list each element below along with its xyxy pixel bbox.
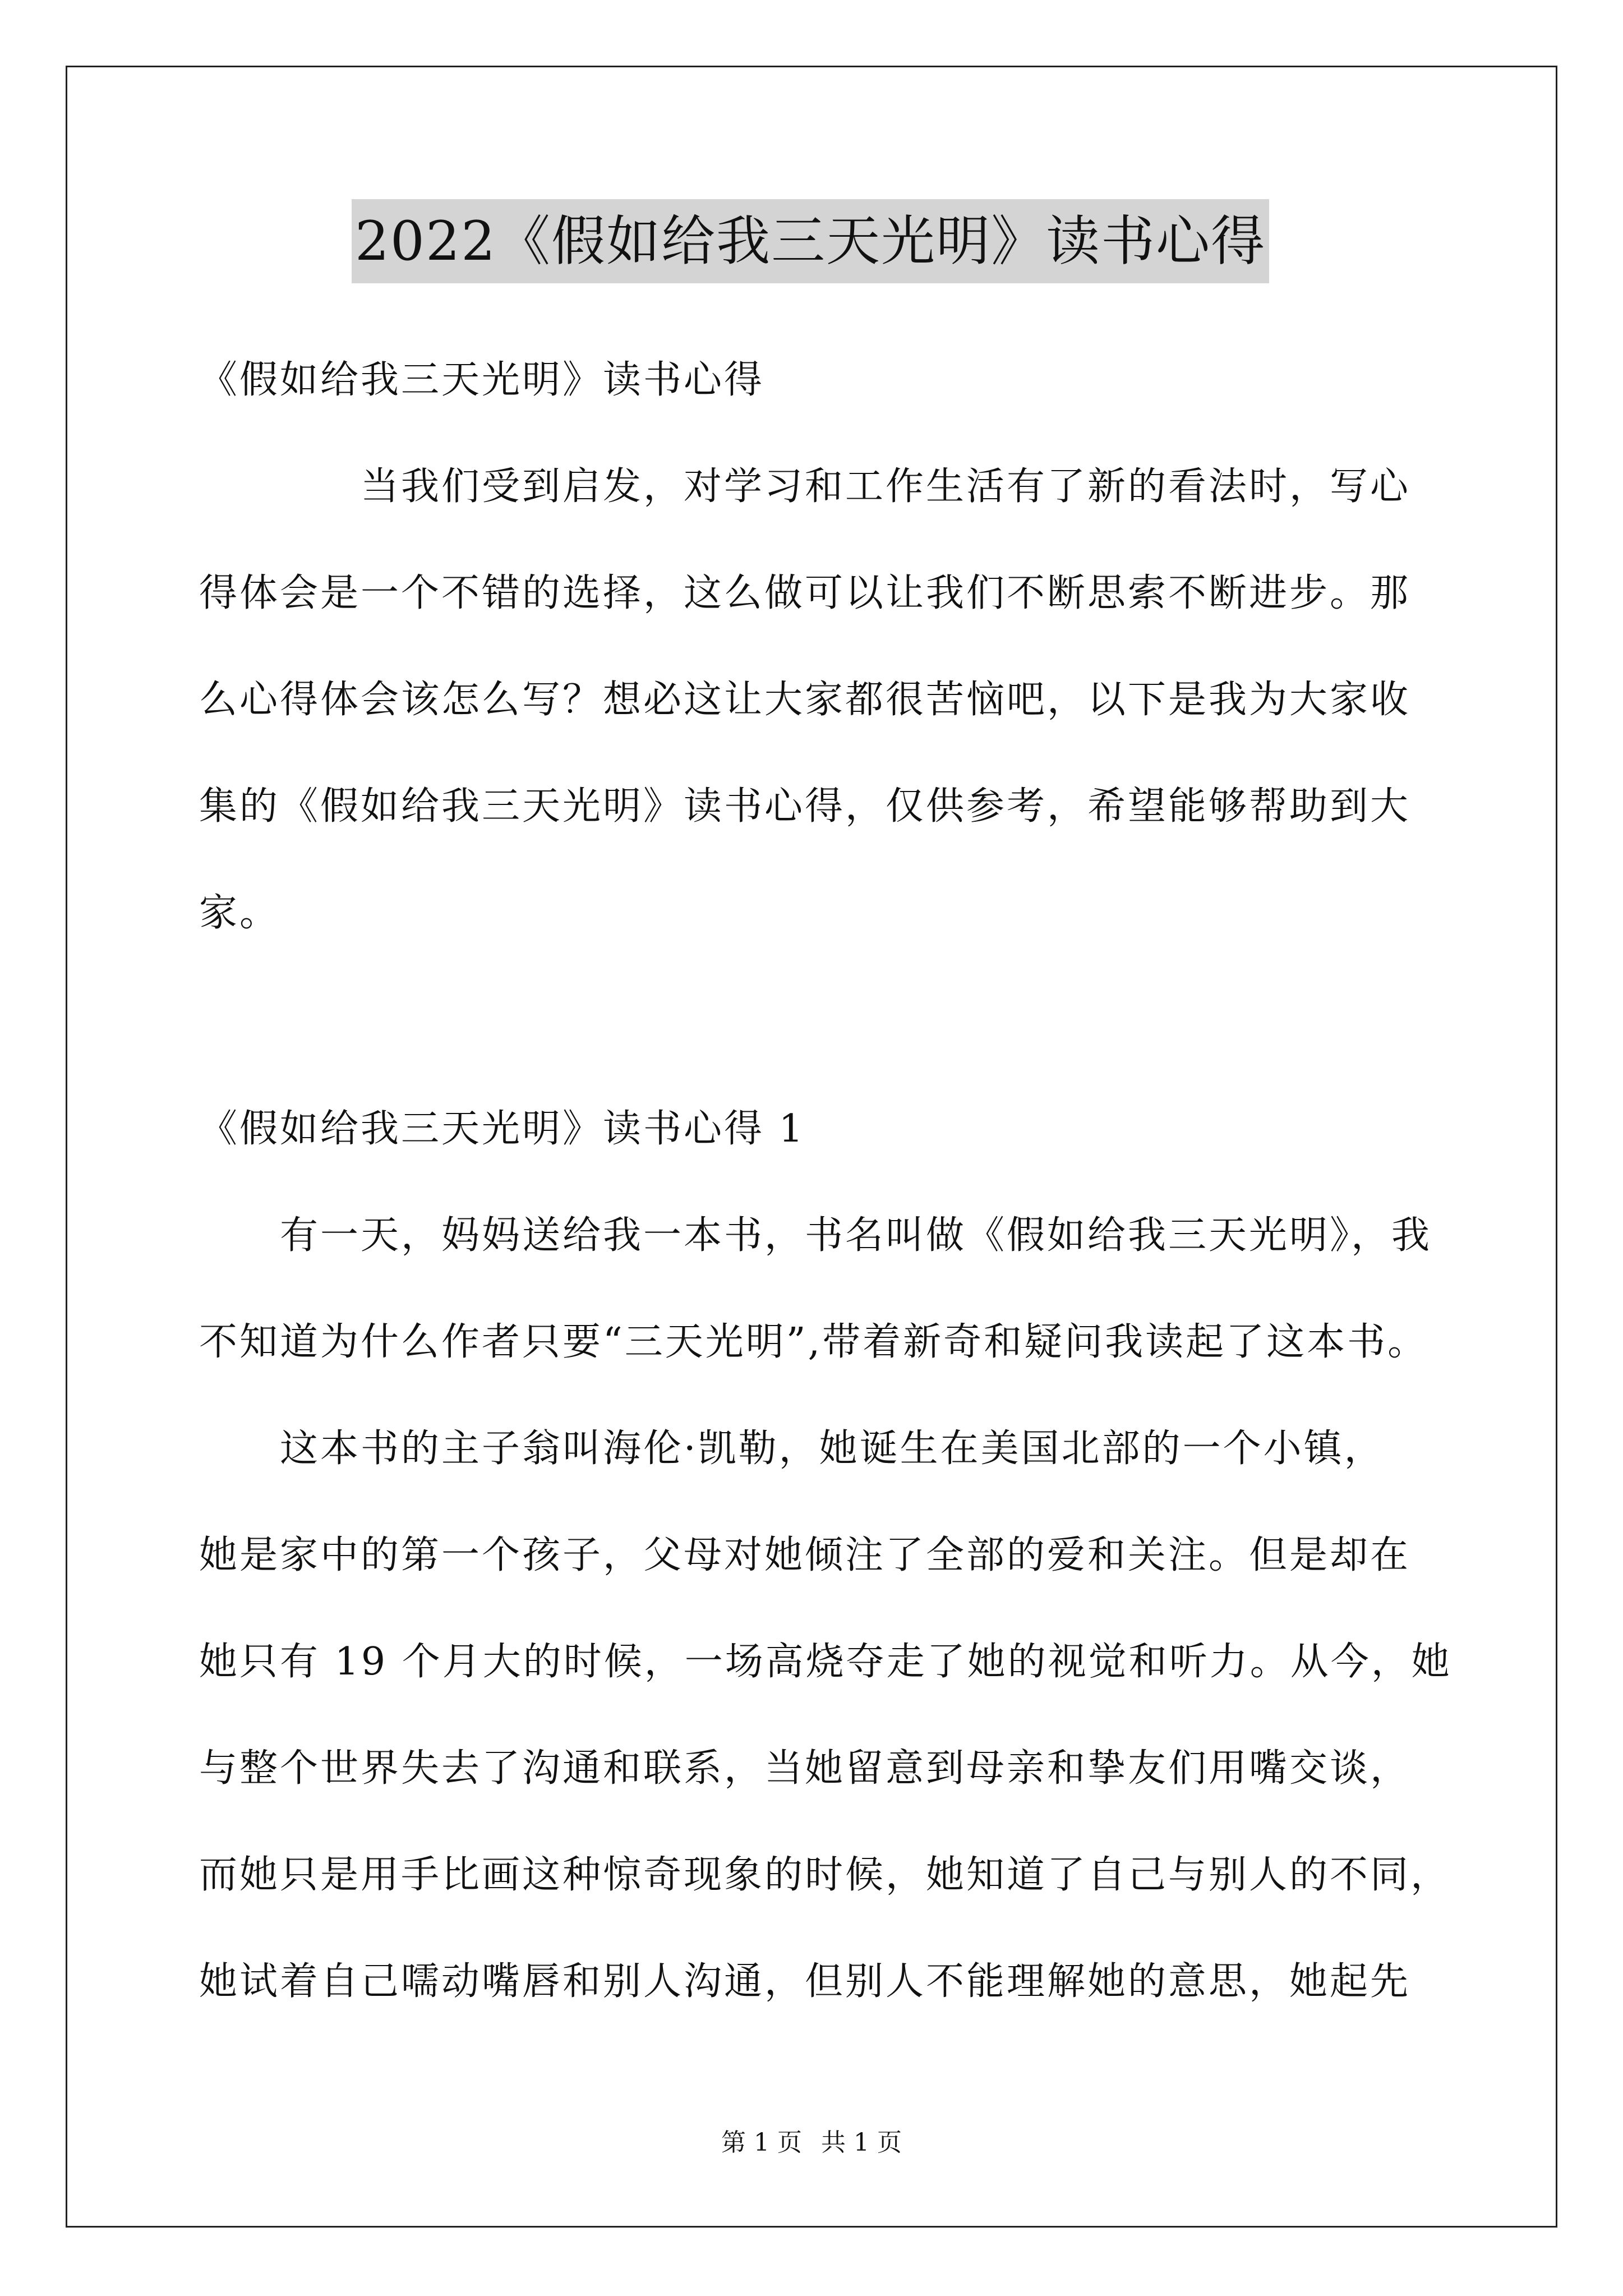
subtitle: 《假如给我三天光明》读书心得 — [199, 358, 765, 402]
document-title: 2022《假如给我三天光明》读书心得 — [352, 199, 1269, 283]
paragraph-line: 这本书的主子翁叫海伦·凯勒，她诞生在美国北部的一个小镇， — [199, 1427, 1385, 1471]
paragraph-line: 而她只是用手比画这种惊奇现象的时候，她知道了自己与别人的不同， — [199, 1853, 1451, 1897]
paragraph-line: 她只有 19 个月大的时候，一场高烧夺走了她的视觉和听力。从今，她 — [199, 1640, 1452, 1684]
paragraph-line: 有一天，妈妈送给我一本书，书名叫做《假如给我三天光明》，我 — [199, 1213, 1432, 1258]
paragraph-line: 她试着自己嚅动嘴唇和别人沟通，但别人不能理解她的意思，她起先 — [199, 1959, 1411, 2004]
paragraph-line: 当我们受到启发，对学习和工作生活有了新的看法时，写心 — [199, 464, 1411, 509]
page-footer — [0, 2126, 1623, 2160]
paragraph-line: 与整个世界失去了沟通和联系，当她留意到母亲和挚友们用嘴交谈， — [199, 1746, 1411, 1791]
page-total: 共 1 页 — [821, 2128, 902, 2157]
paragraph-line: 得体会是一个不错的选择，这么做可以让我们不断思索不断进步。那 — [199, 571, 1411, 615]
page-number: 第 1 页 — [721, 2128, 802, 2157]
paragraph-line: 不知道为什么作者只要“三天光明”,带着新奇和疑问我读起了这本书。 — [199, 1320, 1428, 1364]
title-wrapper — [199, 199, 1422, 283]
section-heading: 《假如给我三天光明》读书心得 1 — [199, 1107, 805, 1151]
paragraph-line: 她是家中的第一个孩子，父母对她倾注了全部的爱和关注。但是却在 — [199, 1533, 1411, 1577]
paragraph-line: 集的《假如给我三天光明》读书心得，仅供参考，希望能够帮助到大 — [199, 784, 1411, 829]
paragraph-line: 家。 — [199, 891, 280, 935]
paragraph-line: 么心得体会该怎么写？想必这让大家都很苦恼吧，以下是我为大家收 — [199, 678, 1411, 722]
